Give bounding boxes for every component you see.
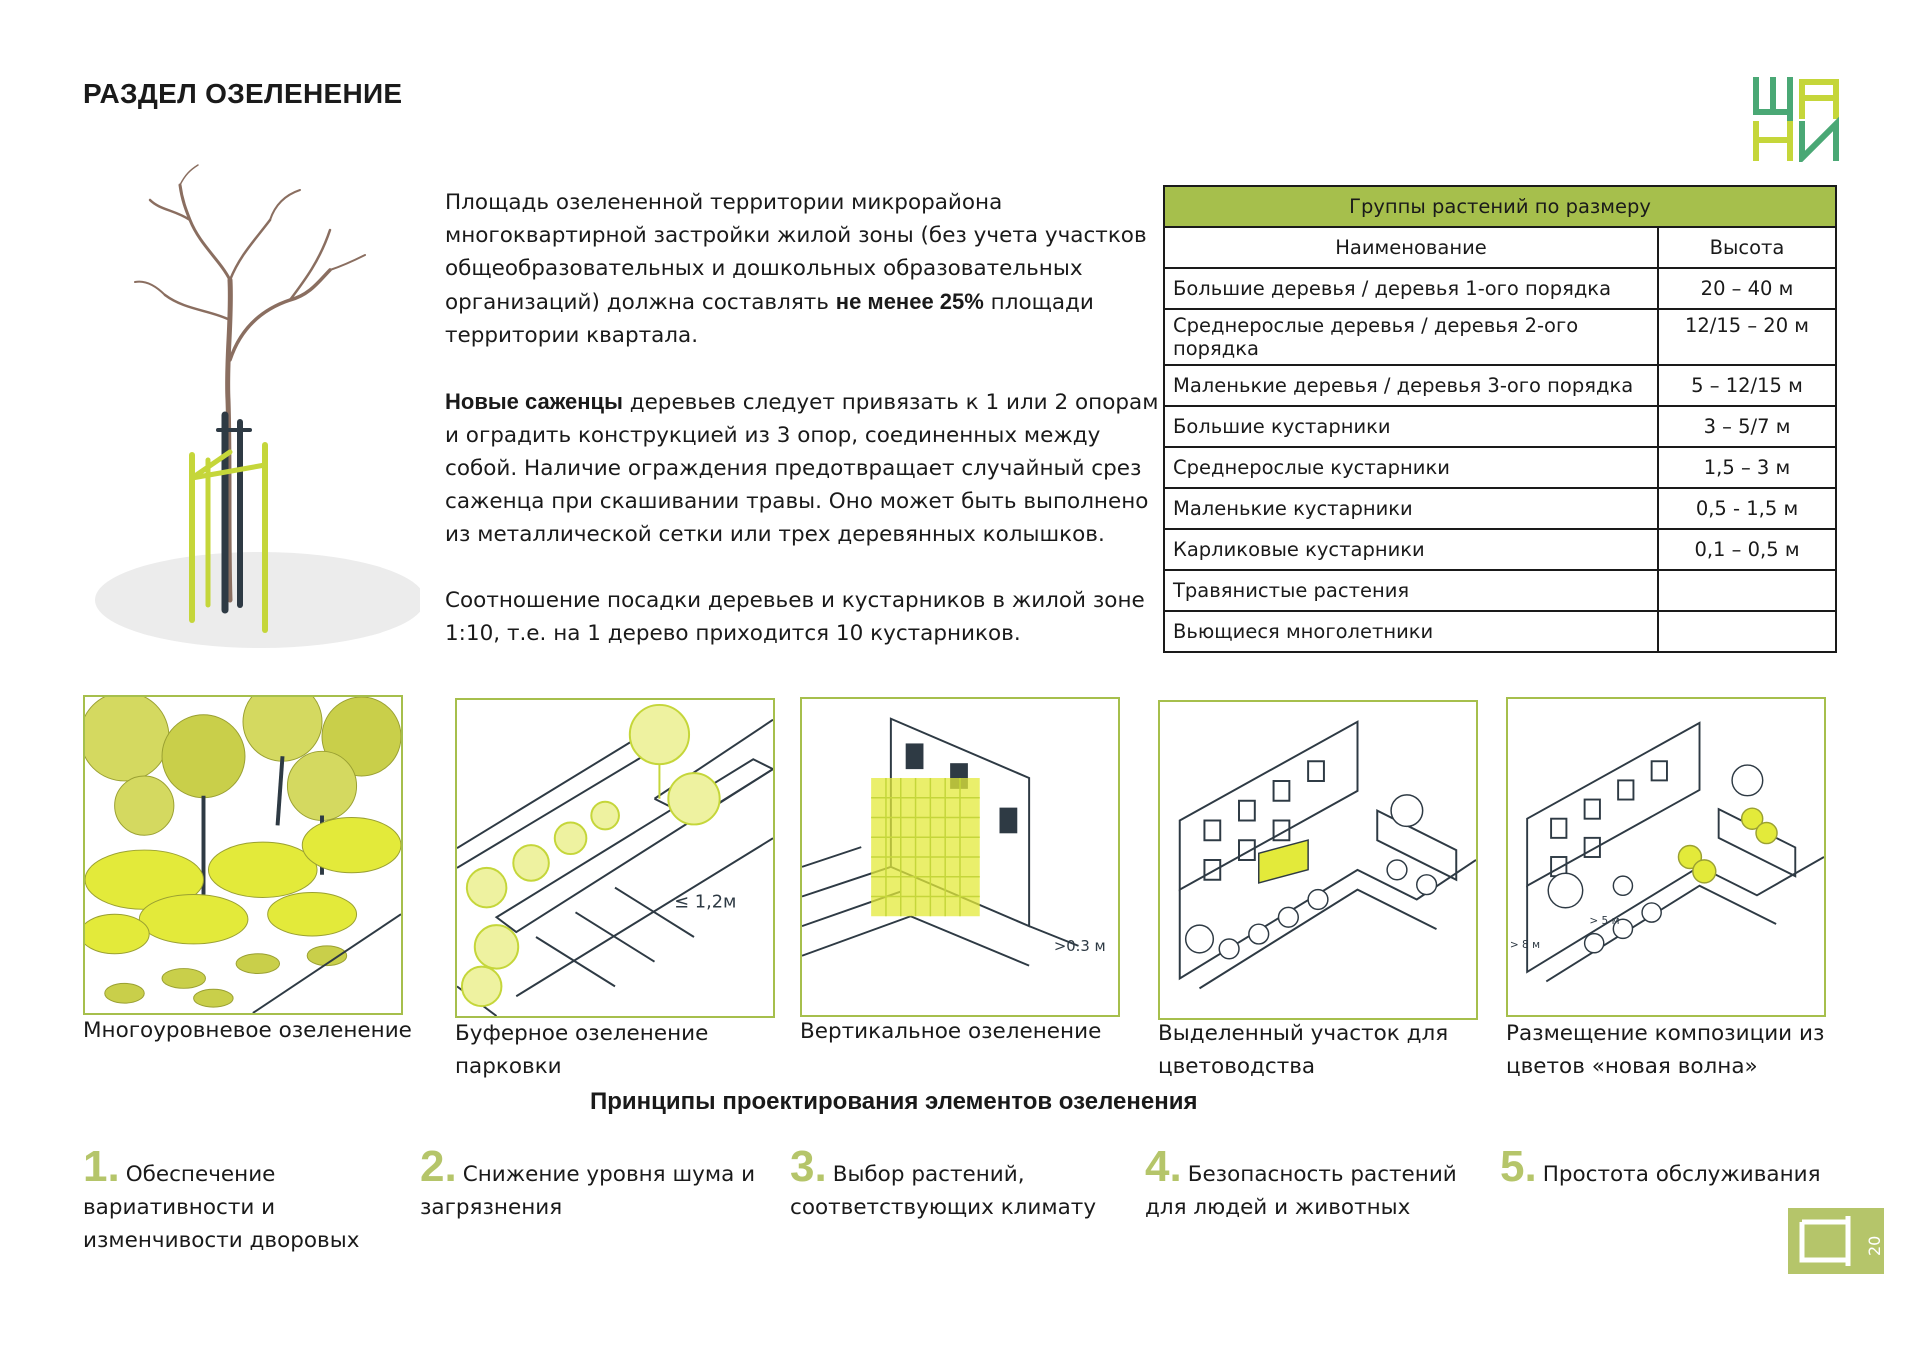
principle-number: 4.: [1145, 1142, 1182, 1191]
dimension-label: >0.3 м: [1053, 937, 1106, 955]
principle-number: 3.: [790, 1142, 827, 1191]
caption-flower-plot: Выделенный участок для цветоводства: [1158, 1021, 1449, 1079]
page-title: РАЗДЕЛ ОЗЕЛЕНЕНИЕ: [83, 78, 403, 109]
table-cell: 0,5 - 1,5 м: [1658, 488, 1836, 529]
intro-paragraph-3: Соотношение посадки деревьев и кустарников в жилой зоне 1:10, т.е. на 1 дерево приходится 10 кустарников.: [445, 588, 1145, 646]
principle-item: [790, 1142, 1100, 1224]
dimension-label-2: > 5 м: [1589, 915, 1620, 928]
illustration-flower-plot: [1158, 700, 1478, 1020]
table-row: [1164, 365, 1836, 406]
principle-text: Безопасность растений для людей и животных: [1145, 1162, 1457, 1220]
caption-new-wave: Размещение композиции из цветов «новая волна»: [1506, 1021, 1825, 1079]
table-row: [1164, 529, 1836, 570]
principle-item: [420, 1142, 760, 1224]
logo-letter: Щ: [1752, 76, 1753, 77]
table-cell: Маленькие кустарники: [1164, 488, 1658, 529]
caption-parking-buffer: Буферное озеленение парковки: [455, 1021, 709, 1079]
table-row: [1164, 447, 1836, 488]
table-cell: Вьющиеся многолетники: [1164, 611, 1658, 652]
principle-text: Простота обслуживания: [1542, 1162, 1821, 1187]
caption-vertical: Вертикальное озеленение: [800, 1019, 1102, 1044]
principle-text: Снижение уровня шума и загрязнения: [420, 1162, 756, 1220]
dimension-label: ≤ 1,2м: [674, 892, 737, 913]
table-cell: [1658, 611, 1836, 652]
illustration-parking-buffer: [455, 698, 775, 1018]
intro-paragraph-1: Площадь озелененной территории микрорайона многоквартирной застройки жилой зоны (без учета участков общеобразовательных и дошкольных образовательных организаций) должна составлять не менее 25% площади территории квартала.: [445, 190, 1147, 348]
principle-number: 5.: [1500, 1142, 1537, 1191]
table-cell: Большие деревья / деревья 1-ого порядка: [1164, 268, 1658, 309]
table-cell: 3 – 5/7 м: [1658, 406, 1836, 447]
principle-text: Обеспечение вариативности и изменчивости дворовых: [83, 1162, 360, 1253]
table-cell: 1,5 – 3 м: [1658, 447, 1836, 488]
table-cell: 12/15 – 20 м: [1658, 309, 1836, 365]
table-row: [1164, 309, 1836, 365]
page-number-badge: [1788, 1208, 1884, 1274]
logo: [1752, 76, 1842, 162]
illustration-multilevel: [83, 695, 403, 1015]
table-cell: Маленькие деревья / деревья 3-ого порядка: [1164, 365, 1658, 406]
illustration-vertical: [800, 697, 1120, 1017]
table-header-name: Наименование: [1164, 227, 1658, 268]
table-row: [1164, 488, 1836, 529]
table-cell: Среднерослые деревья / деревья 2-ого порядка: [1164, 309, 1658, 365]
table-cell: Большие кустарники: [1164, 406, 1658, 447]
principles-title: Принципы проектирования элементов озеленения: [590, 1088, 1198, 1115]
table-header-height: Высота: [1658, 227, 1836, 268]
principle-number: 1.: [83, 1142, 120, 1191]
table-cell: 5 – 12/15 м: [1658, 365, 1836, 406]
page-number: 20: [1865, 1235, 1884, 1256]
table-cell: 0,1 – 0,5 м: [1658, 529, 1836, 570]
illustration-new-wave: [1506, 697, 1826, 1017]
principle-item: [1145, 1142, 1475, 1224]
caption-multilevel: Многоуровневое озеленение: [83, 1018, 412, 1043]
table-cell: 20 – 40 м: [1658, 268, 1836, 309]
intro-text: [445, 186, 1165, 683]
table-cell: Травянистые растения: [1164, 570, 1658, 611]
principle-number: 2.: [420, 1142, 457, 1191]
principle-item: [1500, 1142, 1880, 1191]
table-cell: [1658, 570, 1836, 611]
principle-item: [83, 1142, 383, 1257]
table-row: [1164, 570, 1836, 611]
intro-paragraph-2: Новые саженцы деревьев следует привязать к 1 или 2 опорам и оградить конструкцией из 3 опор, соединенных между собой. Наличие ограждения предотвращает случайный срез саженца при скашивании травы. Оно может быть выполнено из металлической сетки или трех деревянных колышков.: [445, 389, 1159, 547]
table-caption: Группы растений по размеру: [1164, 186, 1836, 227]
table-row: [1164, 268, 1836, 309]
principle-text: Выбор растений, соответствующих климату: [790, 1162, 1097, 1220]
table-cell: Среднерослые кустарники: [1164, 447, 1658, 488]
table-row: [1164, 611, 1836, 652]
dimension-label-1: > 8 м: [1509, 938, 1541, 951]
sapling-illustration: [90, 160, 420, 650]
table-row: [1164, 406, 1836, 447]
plant-groups-table: [1163, 185, 1837, 653]
table-cell: Карликовые кустарники: [1164, 529, 1658, 570]
